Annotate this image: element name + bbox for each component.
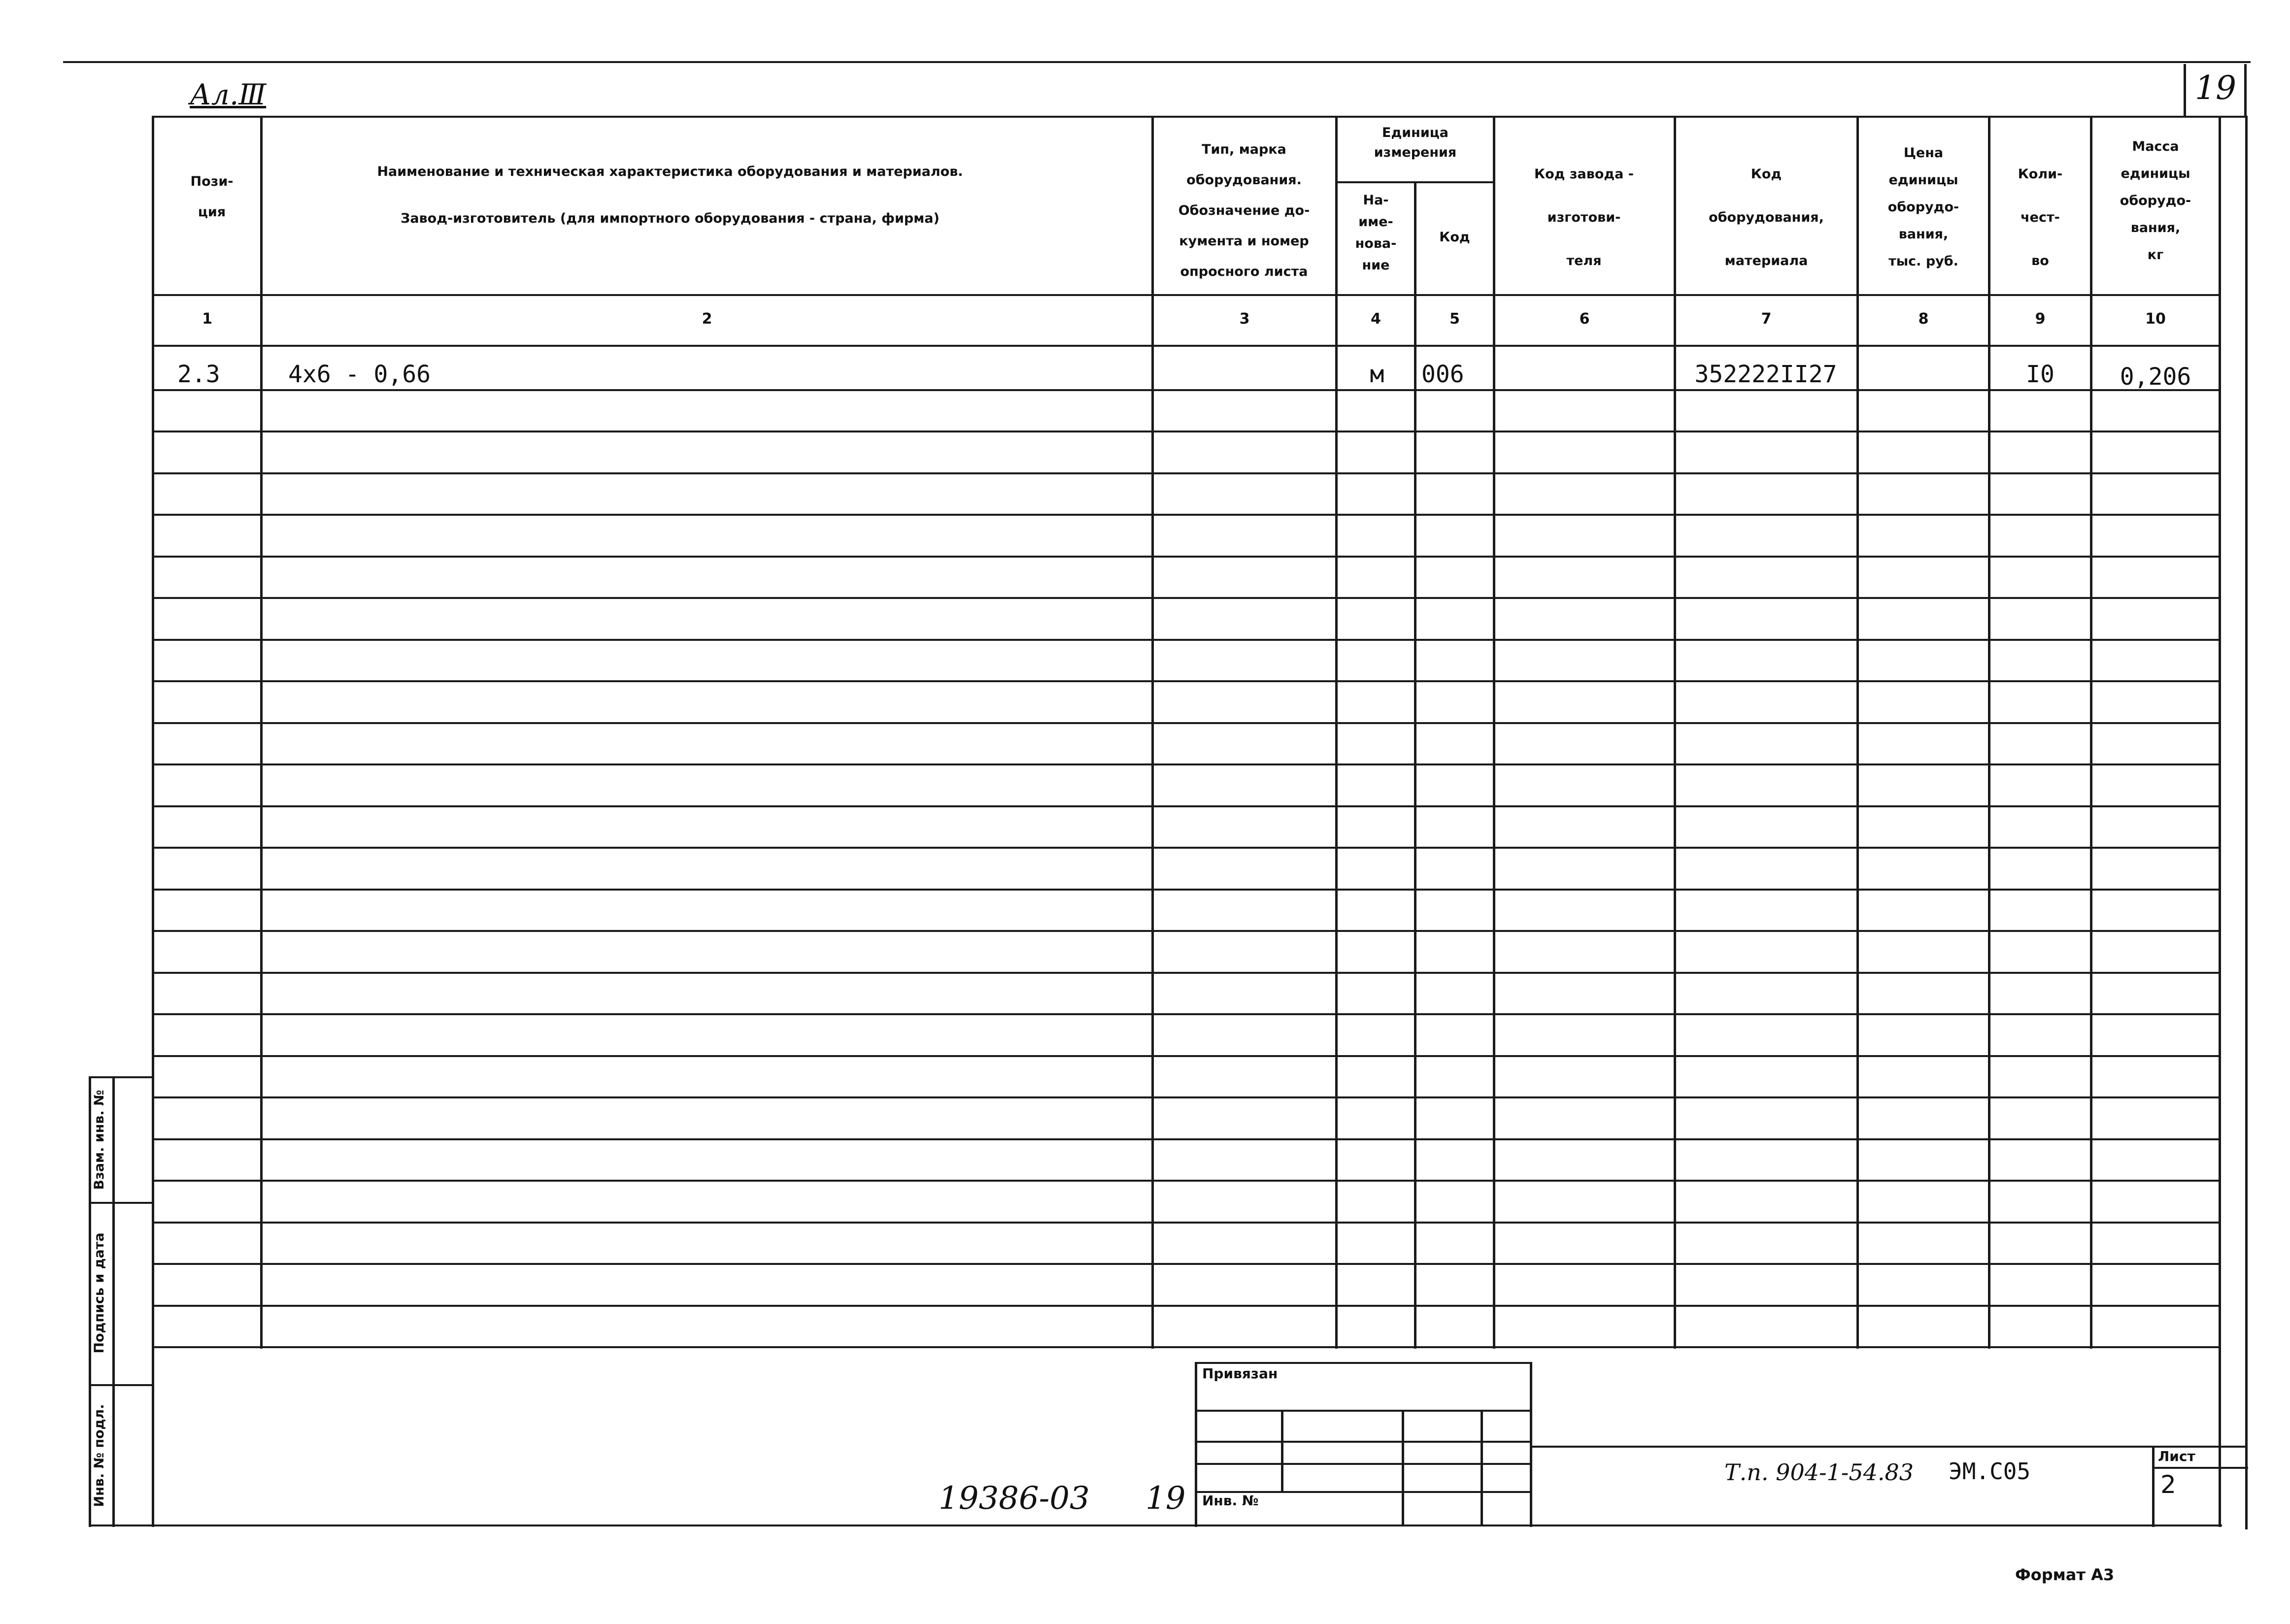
row-line: [152, 805, 2221, 807]
row-line: [152, 972, 2221, 974]
column-number: 2: [702, 310, 712, 328]
col-line-9: [2090, 116, 2092, 1349]
header-quantity: Коли- чест- во: [2018, 166, 2063, 268]
document-section: ЭМ.С05: [1949, 1458, 2031, 1485]
column-number: 8: [1918, 310, 1929, 328]
cell-mass: 0,206: [2120, 363, 2191, 391]
column-number: 3: [1239, 310, 1250, 328]
col-line-5: [1493, 116, 1495, 1349]
corner-box-right: [2244, 64, 2247, 117]
table-top-border: [152, 116, 2246, 118]
row-line: [152, 1013, 2221, 1015]
row-line: [152, 930, 2221, 932]
page-number-corner: 19: [2195, 69, 2236, 107]
colnum-bottom-line: [152, 345, 2221, 347]
header-name-line2: Завод-изготовитель (для импортного оборудования - страна, фирма): [401, 211, 940, 226]
col-line-3: [1335, 116, 1338, 1349]
linked-box-top: [1195, 1362, 1532, 1364]
column-number: 1: [202, 310, 212, 328]
row-line: [152, 763, 2221, 765]
linked-box-col: [1481, 1410, 1483, 1525]
row-line: [152, 1138, 2221, 1140]
col-line-2: [1151, 116, 1154, 1349]
column-number: 4: [1371, 310, 1381, 328]
header-unit-name: На- име- нова- ние: [1355, 193, 1397, 273]
cell-unit-name: м: [1370, 361, 1384, 388]
titleblock-top-line: [1530, 1446, 2247, 1448]
sheet-right-border: [2245, 116, 2248, 1529]
side-label-inv-replace: Взам. инв. №: [92, 1090, 107, 1190]
sheet-box-divider: [2152, 1467, 2248, 1469]
sheet-bottom-line: [89, 1525, 2222, 1526]
header-name-line1: Наименование и техническая характеристика оборудования и материалов.: [377, 164, 963, 179]
column-number: 5: [1449, 310, 1460, 328]
row-line: [152, 1263, 2221, 1265]
linked-inv-label: Инв. №: [1202, 1492, 1259, 1509]
row-line: [152, 639, 2221, 641]
sheet-box-left: [2152, 1446, 2155, 1527]
col-line-8: [1988, 116, 1990, 1349]
header-type: Тип, марка оборудования. Обозначение до- кумента и номер опросного листа: [1178, 142, 1310, 279]
order-sheet: 19: [1145, 1480, 1186, 1517]
side-stamp-left: [89, 1076, 91, 1527]
header-bottom-line: [152, 294, 2221, 296]
row-line: [152, 1305, 2221, 1307]
row-line: [152, 680, 2221, 682]
row-line: [152, 1096, 2221, 1098]
row-line: [152, 722, 2221, 724]
side-stamp-divider: [89, 1384, 153, 1386]
table-right-inner-border: [2219, 116, 2221, 1527]
side-label-inv-orig: Инв. № подл.: [92, 1404, 107, 1507]
side-stamp-inner: [112, 1076, 115, 1527]
side-label-sign-date: Подпись и дата: [92, 1232, 107, 1354]
row-line: [152, 472, 2221, 474]
header-unit-code: Код: [1439, 230, 1470, 245]
corner-box-left: [2184, 64, 2186, 117]
cell-quantity: I0: [2026, 361, 2054, 388]
cell-name: 4х6 - 0,66: [288, 361, 431, 388]
header-position: Пози- ция: [190, 174, 234, 220]
sheet-label: Лист: [2158, 1448, 2195, 1464]
document-designation: Т.п. 904-1-54.83: [1724, 1459, 1914, 1486]
table-bottom-line: [152, 1346, 2221, 1348]
row-line: [152, 597, 2221, 599]
row-line: [152, 889, 2221, 891]
row-line: [152, 1222, 2221, 1224]
col-line-7: [1856, 116, 1859, 1349]
order-number: 19386-03: [939, 1480, 1090, 1517]
row-line: [152, 1055, 2221, 1057]
cell-unit-code: 006: [1421, 361, 1464, 388]
album-mark: Ал.Ⅲ: [190, 78, 267, 111]
linked-box-col: [1281, 1410, 1283, 1491]
column-number: 9: [2035, 310, 2046, 328]
cell-position: 2.3: [177, 361, 220, 388]
linked-box-left: [1195, 1362, 1197, 1527]
row-line: [152, 514, 2221, 516]
header-factory-code: Код завода - изготови- теля: [1534, 166, 1634, 268]
header-equipment-code: Код оборудования, материала: [1709, 166, 1824, 268]
linked-box-right: [1530, 1362, 1532, 1527]
col-line-6: [1674, 116, 1676, 1349]
format-label: Формат А3: [2015, 1565, 2115, 1584]
column-number: 7: [1761, 310, 1772, 328]
linked-label: Привязан: [1202, 1365, 1278, 1382]
row-line: [152, 389, 2221, 391]
cell-equipment-code: 352222II27: [1694, 361, 1837, 388]
row-line: [152, 556, 2221, 558]
row-line: [152, 847, 2221, 849]
sheet-number: 2: [2160, 1470, 2176, 1499]
column-number: 6: [1579, 310, 1590, 328]
row-line: [152, 431, 2221, 432]
linked-box-col: [1402, 1410, 1404, 1525]
header-mass: Масса единицы оборудо- вания, кг: [2120, 139, 2191, 263]
col-line-1: [260, 116, 263, 1349]
header-price: Цена единицы оборудо- вания, тыс. руб.: [1887, 145, 1959, 269]
row-line: [152, 1180, 2221, 1182]
column-number: 10: [2145, 310, 2166, 328]
sheet-top-border: [63, 61, 2251, 63]
header-unit-group: Единица измерения: [1374, 125, 1457, 160]
